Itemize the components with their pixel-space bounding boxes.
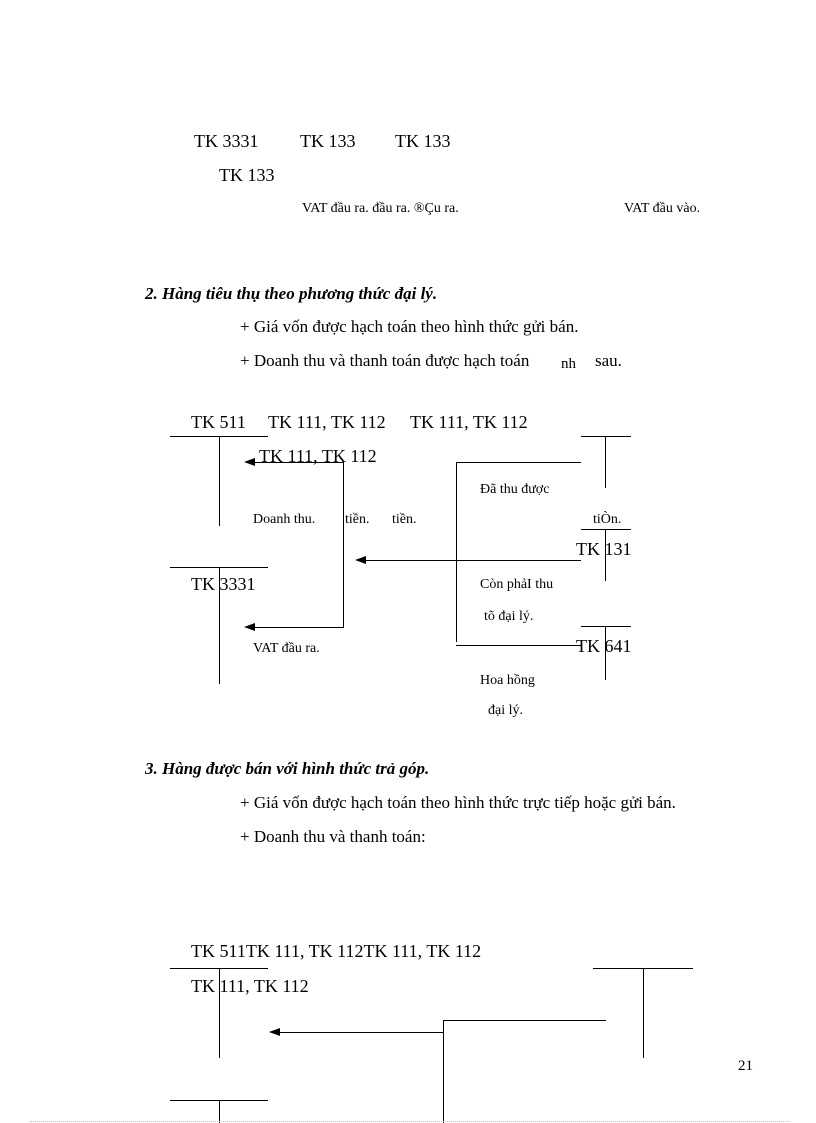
- bullet-text: + Doanh thu và thanh toán:: [240, 827, 426, 846]
- t-account-line: [581, 626, 631, 627]
- entry-label: đại lý.: [488, 703, 523, 718]
- entry-label: VAT đầu ra. đầu ra. ®Çu ra.: [302, 201, 459, 216]
- bullet-text: sau.: [595, 351, 622, 370]
- page-number: 21: [738, 1058, 753, 1074]
- section-heading: 2. Hàng tiêu thụ theo phương thức đại lý.: [145, 284, 438, 303]
- section-heading: 3. Hàng được bán với hình thức trả góp.: [145, 759, 430, 778]
- account-label: TK 111, TK 112: [268, 412, 386, 432]
- flow-line: [250, 627, 343, 628]
- account-label: TK 111, TK 112: [410, 412, 528, 432]
- entry-label: tiền.: [345, 512, 370, 527]
- account-label: TK 3331: [194, 131, 259, 151]
- account-label: TK 133: [219, 165, 275, 185]
- entry-label: Còn phảI thu: [480, 577, 554, 592]
- entry-label: tiÒn.: [593, 512, 622, 527]
- flow-line: [343, 462, 344, 628]
- flow-line: [456, 462, 457, 642]
- t-account-line: [581, 436, 631, 437]
- entry-label: VAT đầu vào.: [624, 201, 701, 216]
- t-account-line: [219, 968, 220, 1058]
- bullet-text: + Doanh thu và thanh toán được hạch toán: [240, 351, 530, 370]
- account-label: TK 3331: [191, 574, 256, 594]
- account-label: TK 133: [395, 131, 451, 151]
- account-label: TK 111, TK 112: [259, 446, 377, 466]
- t-account-line: [605, 436, 606, 488]
- account-label: TK 111, TK 112: [191, 976, 309, 996]
- account-label: TK 511: [191, 412, 246, 432]
- flow-line: [456, 645, 581, 646]
- t-account-line: [219, 1100, 220, 1123]
- arrow-left-icon: [244, 458, 255, 466]
- flow-line: [362, 560, 581, 561]
- flow-line: [250, 462, 343, 463]
- arrow-left-icon: [244, 623, 255, 631]
- entry-label: tiền.: [392, 512, 417, 527]
- entry-label: Đã thu được: [480, 482, 550, 497]
- account-label: TK 131: [576, 539, 632, 559]
- t-account-line: [643, 968, 644, 1058]
- bullet-text-fragment: nh: [561, 356, 576, 372]
- flow-line: [456, 462, 581, 463]
- arrow-left-icon: [355, 556, 366, 564]
- entry-label: Doanh thu.: [253, 512, 316, 527]
- t-account-line: [219, 436, 220, 526]
- arrow-left-icon: [269, 1028, 280, 1036]
- entry-label: Hoa hồng: [480, 673, 535, 688]
- account-label: TK 133: [300, 131, 356, 151]
- account-label: TK 641: [576, 636, 632, 656]
- flow-line: [276, 1032, 443, 1033]
- entry-label: tõ đại lý.: [484, 609, 534, 624]
- entry-label: VAT đầu ra.: [253, 641, 320, 656]
- t-account-line: [581, 529, 631, 530]
- bullet-text: + Giá vốn được hạch toán theo hình thức trực tiếp hoặc gửi bán.: [240, 793, 676, 812]
- account-label: TK 511TK 111, TK 112TK 111, TK 112: [191, 941, 482, 961]
- flow-line: [443, 1020, 444, 1123]
- bullet-text: + Giá vốn được hạch toán theo hình thức gửi bán.: [240, 317, 579, 336]
- page-edge-divider: [30, 1121, 790, 1122]
- flow-line: [443, 1020, 606, 1021]
